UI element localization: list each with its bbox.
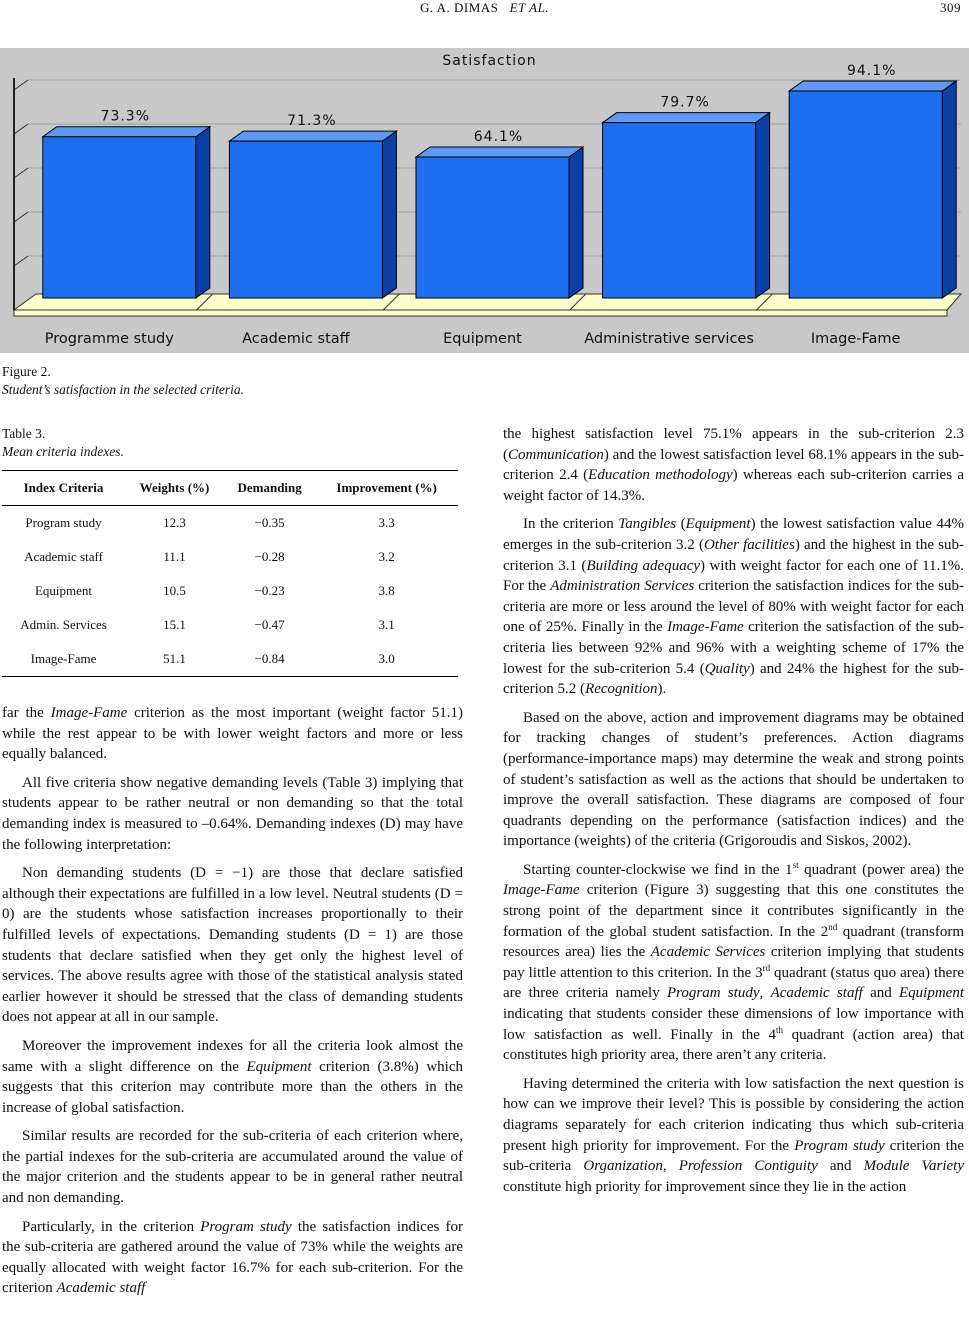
chart-bar-side <box>569 147 583 298</box>
chart-bar-top <box>229 131 396 141</box>
table-cell: −0.47 <box>254 617 285 632</box>
running-head <box>0 0 969 22</box>
table-header-cell: Demanding <box>224 471 315 506</box>
paragraph: All five criteria show negative demanding levels (Table 3) implying that students appear to be rather neutral or non demanding so that the total demanding index is measured to –0.64%. Demanding indexes (D) may have the following interpretation: <box>2 774 463 853</box>
chart-bar <box>603 123 756 298</box>
category-label: Image-Fame <box>810 331 901 347</box>
chart-bar-side <box>942 81 956 298</box>
table-cell: Image-Fame <box>2 642 125 677</box>
table-cell: −0.23 <box>254 583 285 598</box>
table-cell: 10.5 <box>163 583 186 598</box>
chart-bar-group <box>789 81 956 298</box>
chart-bar <box>416 157 569 298</box>
table-cell: 11.1 <box>163 549 186 564</box>
page-number: 309 <box>940 0 961 15</box>
table-cell: −0.35 <box>254 515 285 530</box>
chart-bar <box>43 137 196 298</box>
running-head-authors: G. A. DIMAS ET AL. <box>419 0 550 15</box>
data-label: 64.1% <box>473 128 524 145</box>
table-cell: 15.1 <box>163 617 186 632</box>
table-cell: 51.1 <box>125 642 224 677</box>
paragraph: far the Image-Fame criterion as the most important (weight factor 51.1) while the rest appear to be with lower weight factors and more or less equally balanced. <box>2 705 463 763</box>
paragraph: Particularly, in the criterion Program study the satisfaction indices for the sub-criteria are gathered around the value of 73% while the weights are equally allocated with weight factor 16.7% for each sub-criterion. For the criterion Academic staff <box>2 1218 463 1297</box>
table-cell: 3.0 <box>315 642 458 677</box>
table-row <box>2 540 458 574</box>
paragraph: Based on the above, action and improvement diagrams may be obtained for tracking changes of student’s preferences. Action diagrams (performance-importance maps) may determine the weak and strong points of student’s satisfaction as well as the actions that should be undertaken to improve the overall satisfaction. These diagrams are composed of four quadrants depending on the performance (satisfaction indices) and the importance (weights) of the criteria (Grigoroudis and Siskos, 2002). <box>503 709 964 850</box>
chart-bar <box>789 91 942 298</box>
table-row <box>2 506 458 541</box>
table-row <box>2 608 458 642</box>
paragraph: Similar results are recorded for the sub-criteria of each criterion where, the partial indexes for the sub-criteria are accumulated around the value of the major criterion and the students appear to be in general rather neutral and non demanding. <box>2 1128 463 1207</box>
chart-bar-group <box>229 131 396 298</box>
table-cell: Equipment <box>34 583 93 598</box>
table-row <box>2 642 458 677</box>
table-cell: Admin. Services <box>20 617 107 632</box>
chart-bar-group <box>416 147 583 298</box>
chart-bar-side <box>756 113 770 298</box>
paragraph: Moreover the improvement indexes for all the criteria look almost the same with a slight difference on the Equipment criterion (3.8%) which suggests that this criterion may contribute more than the others in the increase of global satisfaction. <box>2 1037 464 1116</box>
left-column <box>2 703 463 1307</box>
chart-bar-top <box>603 113 770 123</box>
category-label: Academic staff <box>242 331 350 347</box>
chart-bar-top <box>43 127 210 137</box>
satisfaction-bar-chart <box>0 48 969 353</box>
table-header-row <box>2 471 458 506</box>
figure-2-label: Figure 2. <box>2 364 51 379</box>
mean-criteria-table <box>2 470 458 677</box>
table-row <box>2 574 458 608</box>
chart-bar-group <box>43 127 210 298</box>
paragraph: Non demanding students (D = −1) are those that declare satisfied although their expectations are fulfilled in a low level. Neutral students (D = 0) are the students whose satisfaction increases proportionally to their fulfilled levels of expectations. Demanding students (D = 1) are those students that declare satisfied when they get only the highest level of services. The above results agree with those of the statistical analysis stated earlier however it should be stressed that the class of demanding students does not appear at all in our sample. <box>2 865 463 1026</box>
chart-bar-group <box>603 113 770 298</box>
chart-floor-edge <box>14 310 947 316</box>
table-3-caption <box>2 425 124 461</box>
paragraph: Starting counter-clockwise we find in the 1st quadrant (power area) the Image-Fame criterion (Figure 3) suggesting that this one constitutes the strong point of the department since it contributes significantly in the formation of the global student satisfaction. In the 2nd quadrant (transform resources area) lies the Academic Services criterion implying that students pay little attention to this criterion. In the 3rd quadrant (status quo area) there are three criteria namely Program study, Academic staff and Equipment indicating that students consider these dimensions of low importance with low satisfaction as well. Finally in the 4th quadrant (action area) that constitutes high priority area, there aren’t any criteria. <box>503 859 965 1064</box>
category-label: Administrative services <box>584 331 754 347</box>
figure-2-chart <box>0 48 969 353</box>
category-label: Equipment <box>443 331 522 347</box>
table-cell: Program study <box>25 515 102 530</box>
table-cell: 3.3 <box>378 515 395 530</box>
paragraph: In the criterion Tangibles (Equipment) the lowest satisfaction value 44% emerges in the sub-criterion 3.2 (Other facilities) and the highest in the sub-criterion 3.1 (Building adequacy) with weight factor for each one of 11.1%. For the Administration Services criterion the satisfaction indices for the sub-criteria are more or less around the level of 80% with weight factor for each one of 25%. Finally in the Image-Fame criterion the satisfaction of the sub-criteria lies between 92% and 96% with a weighting scheme of 17% the lowest for the sub-criterion 5.4 (Quality) and 24% the highest for the sub-criterion 5.2 (Recognition). <box>503 516 965 698</box>
table-cell: −0.28 <box>254 549 285 564</box>
table-3-caption-text: Mean criteria indexes. <box>2 444 124 459</box>
data-label: 94.1% <box>846 62 897 79</box>
figure-2-caption <box>2 363 244 399</box>
chart-bar-side <box>382 131 396 298</box>
table-header-cell: Weights (%) <box>125 471 224 506</box>
table-cell: 3.2 <box>378 549 395 564</box>
data-label: 73.3% <box>100 108 151 125</box>
chart-bar <box>229 141 382 298</box>
paragraph: Having determined the criteria with low satisfaction the next question is how can we improve their level? This is possible by considering the action diagrams separately for each criterion indicating thus which sub-criteria present high priority for improvement. For the Program study criterion the sub-criteria Organization, Profession Contiguity and Module Variety constitute high priority for improvement since they lie in the action <box>503 1075 965 1195</box>
chart-bar-top <box>789 81 956 91</box>
category-label: Programme study <box>44 331 174 347</box>
table-header-cell: Index Criteria <box>2 471 125 506</box>
right-column <box>503 424 964 1205</box>
table-cell: 12.3 <box>163 515 186 530</box>
chart-bar-top <box>416 147 583 157</box>
data-label: 71.3% <box>287 113 337 130</box>
chart-bar-side <box>196 127 210 298</box>
table-3-label: Table 3. <box>2 426 46 441</box>
chart-title: Satisfaction <box>442 53 537 69</box>
table-header-cell: Improvement (%) <box>315 471 458 506</box>
table-cell: −0.84 <box>224 642 315 677</box>
table-cell: 3.1 <box>378 617 395 632</box>
data-label: 79.7% <box>660 94 710 111</box>
table-cell: 3.8 <box>378 583 395 598</box>
figure-2-caption-text: Student’s satisfaction in the selected criteria. <box>2 382 244 397</box>
paragraph: the highest satisfaction level 75.1% appears in the sub-criterion 2.3 (Communication) and the lowest satisfaction level 68.1% appears in the sub-criterion 2.4 (Education methodology) whereas each sub-criterion carries a weight factor of 14.3%. <box>503 426 965 504</box>
table-cell: Academic staff <box>24 549 103 564</box>
